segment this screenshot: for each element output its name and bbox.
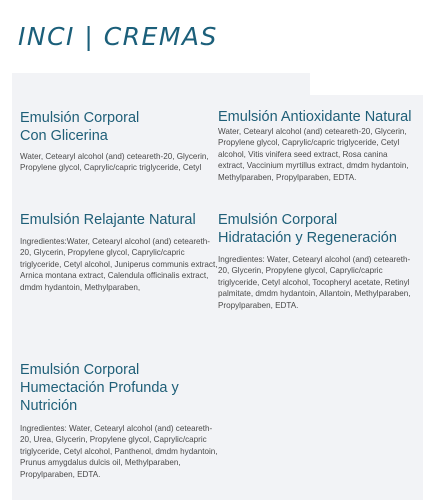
ingredients-text: Ingredientes: Water, Cetearyl alcohol (and) ceteareth-20, Urea, Glycerin, Propylene glycol, Caprylic/capric triglyceride, Cetyl alcohol, Panthenol, dmdm hydantoin, Prunus amygdalus dulcis oil, Methylparaben, Propylparaben, EDTA. — [20, 424, 218, 479]
product-title-line: Humectación Profunda y — [20, 380, 179, 396]
product-title-line: Hidratación y Regeneración — [218, 230, 397, 246]
product-title — [20, 211, 218, 229]
product-card-emulsion-hidratacion — [218, 211, 412, 311]
content-panel-tab — [12, 73, 310, 95]
product-title-line: Emulsión Antioxidante Natural — [218, 109, 412, 125]
product-title — [218, 211, 412, 247]
ingredients-text: Water, Cetearyl alcohol (and) ceteareth-20, Glycerin, Propylene glycol, Caprylic/capric triglyceride, Cetyl — [20, 152, 209, 173]
product-title-line: Emulsión Corporal — [218, 212, 338, 228]
page-title: INCI | CREMAS — [18, 22, 218, 51]
product-card-emulsion-antioxidante — [218, 108, 416, 183]
product-title — [20, 361, 220, 415]
product-title-line: Nutrición — [20, 398, 78, 414]
ingredients-text: Ingredientes: Water, Cetearyl alcohol (and) ceteareth-20, Glycerin, Propylene glycol, Caprylic/capric triglyceride, Cetyl alcohol, Tocopheryl acetate, Retinyl palmitate, dmdm hydantoin, Allantoin, Methylparaben, Propylparaben, EDTA. — [218, 255, 411, 310]
product-title-line: Con Glicerina — [20, 128, 108, 144]
ingredients-text: Water, Cetearyl alcohol (and) ceteareth-20, Glycerin, Propylene glycol, Caprylic/capric triglyceride, Cetyl alcohol, Vitis vinifera seed extract, Rosa canina extract, Vaccinium myrtillus extract, dmdm hydantoin, Methylparaben, Propylparaben, EDTA. — [218, 127, 409, 182]
product-title-line: Emulsión Corporal — [20, 110, 140, 126]
product-card-emulsion-corporal-glicerina — [20, 109, 218, 174]
product-title-line: Emulsión Relajante Natural — [20, 212, 196, 228]
product-title-line: Emulsión Corporal — [20, 362, 140, 378]
product-card-emulsion-humectacion — [20, 361, 220, 480]
ingredients-text: Ingredientes:Water, Cetearyl alcohol (and) ceteareth-20, Glycerin, Propylene glycol, Caprylic/capric triglyceride, Cetyl alcohol, Juniperus communis extract, Arnica montana extract, Calendula officinalis extract, dmdm hydantoin, Methylparaben, — [20, 237, 218, 292]
product-title — [20, 109, 218, 145]
product-card-emulsion-relajante — [20, 211, 218, 293]
product-title — [218, 108, 416, 126]
